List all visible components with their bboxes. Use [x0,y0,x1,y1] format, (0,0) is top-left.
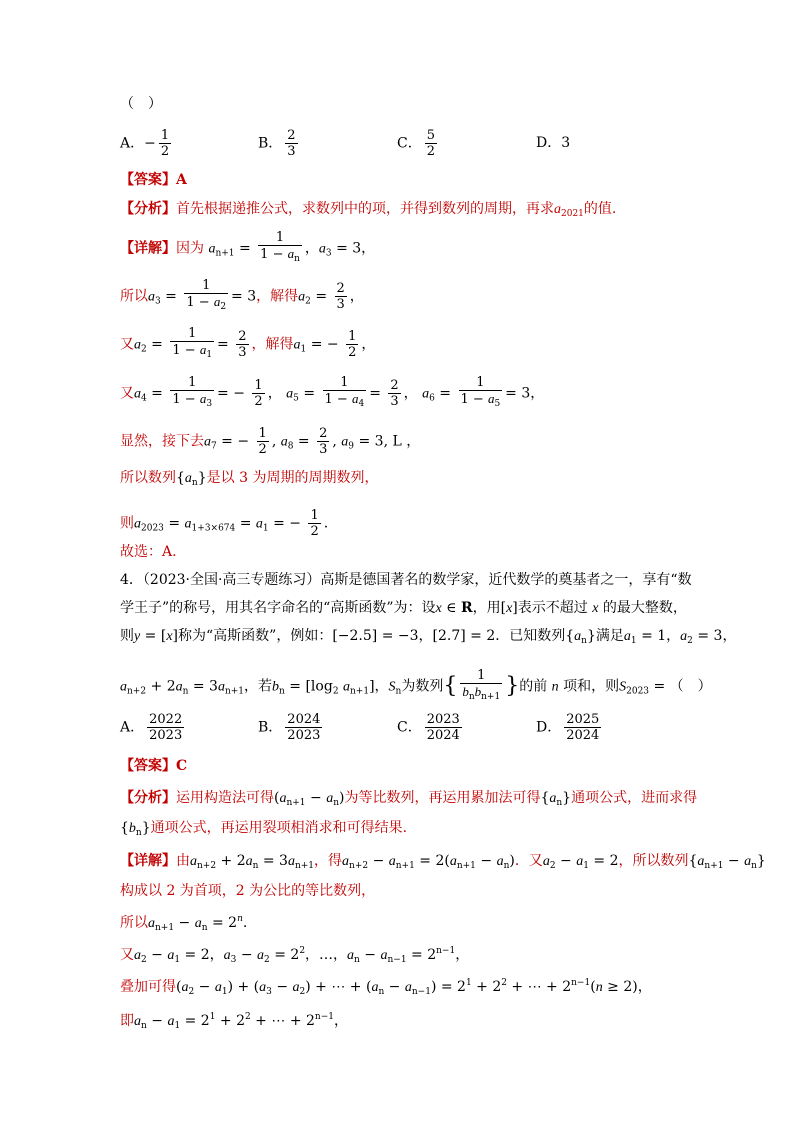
q4-option-a[interactable]: A． $\frac{2022}{2023}$ [120,712,183,743]
q4-intro-line-3: 则y = [x]称为“高斯函数”，例如：[−2.5] = −3，[2.7] = 2．已知数列$\{a_n\}$满足$a_1 = 1$，$a_2 = 3$， [120,628,737,646]
q4-detail-line-5: 叠加可得$(a_2 - a_1) + (a_3 - a_2)$ + ⋯ + $(a_n - a_{n-1}) = 2^1 + 2^2$ + ⋯ + $2^{n-1}(n \ge 2)$， [120,978,652,997]
q4-answer: 【答案】C [120,758,188,774]
q4-option-b[interactable]: B． $\frac{2024}{2023}$ [258,712,321,743]
option-label: C． [397,135,422,152]
q3-detail-line-5: 显然，接下去$a_7$ = − $\frac{1}{2}$ , $a_8$ = $\frac{2}{3}$ , $a_9 = 3$, L ， [120,426,421,457]
answer-blank-paren: （ ） [120,96,162,112]
q3-analysis: 【分析】首先根据递推公式，求数列中的项，并得到数列的周期，再求$a_{2021}$的值. [120,201,617,219]
q3-option-b[interactable] [258,128,301,159]
fraction: $\frac{2022}{2023}$ [149,712,183,743]
fraction: $\frac{2}{3}$ [287,128,296,159]
q3-option-c[interactable] [397,128,440,159]
q3-answer: 【答案】A [120,172,187,188]
q3-detail-line-4: 又$a_4$ = $\frac{1}{1 - a_3}$ = − $\frac{1}{2}$ ， $a_5$ = $\frac{1}{1 - a_4}$ = $\frac{2}{3}$ ， $a_6$ = $\frac{1}{1 - a_5}$ = 3， [120,375,545,409]
fraction: $\frac{2025}{2024}$ [566,712,600,743]
q3-detail-line-3: 又$a_2$ = $\frac{1}{1 - a_1}$ = $\frac{2}{3}$ ，解得$a_1$ = − $\frac{1}{2}$ ， [120,326,376,360]
q4-detail-line-2: 构成以 2 为首项，2 为公比的等比数列， [120,883,376,899]
q4-intro-line-4: $a_{n+2} + 2a_n = 3a_{n+1}$，若$b_n = [\log_2$ $a_{n+1}$]，$S_n$为数列{ $\frac{1}{b_nb_{n+1}}$ }的前 n 项和，则$S_{2023}$ = （ ） [120,668,712,702]
q4-detail-line-4: 又$a_2 - a_1 = 2$，$a_3 - a_2 = 2^2$，…，$a_n - a_{n-1} = 2^{n-1}$， [120,946,470,965]
q4-analysis-line-2: $\{b_n\}$通项公式，再运用裂项相消求和可得结果. [120,820,408,838]
q4-analysis-line-1: 【分析】运用构造法可得$(a_{n+1} - a_n)$为等比数列，再运用累加法可得$\{a_n\}$通项公式，进而求得 [120,790,698,808]
fraction: $\frac{2023}{2024}$ [426,712,460,743]
q4-detail-line-6: 即$a_n - a_1 = 2^1 + 2^2$ + ⋯ + $2^{n-1}$， [120,1012,348,1031]
q4-intro-line-2: 学王子”的称号，用其名字命名的“高斯函数”为：设x ∈ R，用[x]表示不超过 x 的最大整数， [120,600,687,616]
fraction: $\frac{2024}{2023}$ [287,712,321,743]
q4-option-d[interactable]: D． $\frac{2025}{2024}$ [536,712,600,743]
q3-conclusion: 故选：A. [120,544,177,560]
option-label: D． [536,135,562,151]
q4-option-c[interactable]: C． $\frac{2023}{2024}$ [397,712,460,743]
q3-detail-line-7: 则$a_{2023} = a_{1+3\times 674} = a_1$ = − $\frac{1}{2}$ . [120,508,329,539]
q4-intro-line-1: 4．（2023·全国·高三专题练习）高斯是德国著名的数学家，近代数学的奠基者之一，享有“数 [120,572,692,588]
q3-option-d[interactable]: D．3 [536,135,571,151]
q3-detail-line-2: 所以$a_3$ = $\frac{1}{1 - a_2}$ = 3，解得$a_2$ = $\frac{2}{3}$ ， [120,278,364,312]
q4-detail-line-3: 所以$a_{n+1} - a_n = 2^n$. [120,914,248,933]
option-label: B． [258,135,283,152]
option-label: A． [120,135,145,152]
q3-detail-line-6: 所以数列$\{a_n\}$是以 3 为周期的周期数列， [120,470,379,488]
fraction: $\frac{1}{2}$ [160,128,170,159]
q4-detail-line-1: 【详解】由$a_{n+2} + 2a_n = 3a_{n+1}$，得$a_{n+2} - a_{n+1} = 2(a_{n+1} - a_n)$．又$a_2 - a_1 = 2$，所以数列$\{a_{n+1} - a_n\}$ [120,853,766,871]
q3-option-a[interactable]: A．− $\frac{1}{2}$ [120,128,170,159]
fraction: $\frac{5}{2}$ [426,128,435,159]
q3-detail-line-1: 【详解】因为 $a_{n+1}$ = $\frac{1}{1 - a_n}$ ，$a_3 = 3$， [120,230,376,264]
